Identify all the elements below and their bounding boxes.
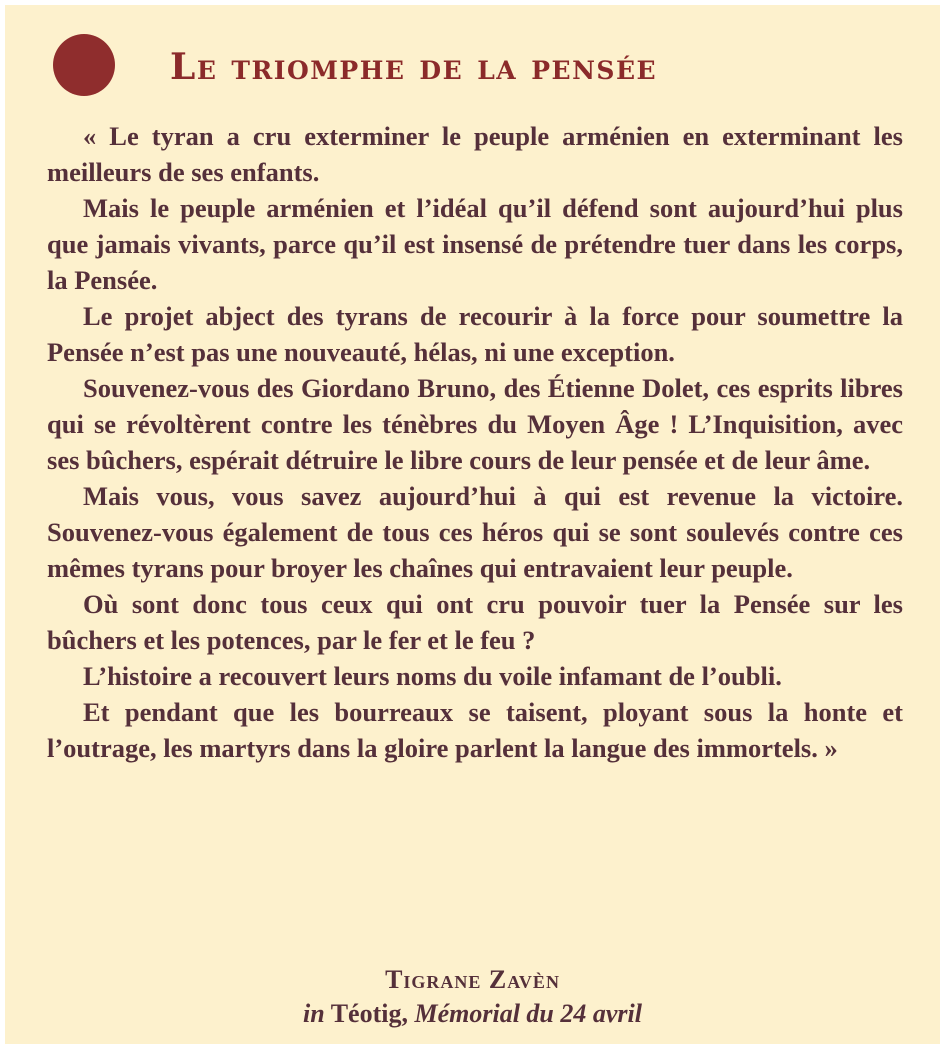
quote-paragraph-7: L’histoire a recouvert leurs noms du voile infamant de l’oubli.: [83, 661, 782, 691]
page-title: Le triomphe de la pensée: [170, 46, 658, 88]
quote-paragraph-8: Et pendant que les bourreaux se taisent, ployant sous la honte et l’outrage, les martyrs dans la gloire parlent la langue des immortels. »: [47, 697, 903, 763]
quote-paragraph-1: « Le tyran a cru exterminer le peuple arménien en exterminant les meilleurs de ses enfants.: [47, 121, 903, 187]
decorative-disc-icon: [53, 34, 115, 96]
quote-paragraph-5: Mais vous, vous savez aujourd’hui à qui est revenue la victoire. Souvenez-vous également de tous ces héros qui se sont soulevés contre ces mêmes tyrans pour broyer les chaînes qui entravaient leur peuple.: [47, 481, 903, 583]
source-citation: [0, 997, 945, 1031]
source-prefix: in: [303, 999, 325, 1028]
quote-body: [47, 118, 903, 766]
source-title: Mémorial du 24 avril: [414, 999, 642, 1028]
quote-paragraph-4: Souvenez-vous des Giordano Bruno, des Étienne Dolet, ces esprits libres qui se révoltèrent contre les ténèbres du Moyen Âge ! L’Inquisition, avec ses bûchers, espérait détruire le libre cours de leur pensée et de leur âme.: [47, 373, 903, 475]
author-name: Tigrane Zavèn: [385, 965, 560, 994]
quote-paragraph-3: Le projet abject des tyrans de recourir à la force pour soumettre la Pensée n’est pas une nouveauté, hélas, ni une exception.: [47, 301, 903, 367]
source-work: Téotig,: [330, 999, 408, 1028]
quote-paragraph-6: Où sont donc tous ceux qui ont cru pouvoir tuer la Pensée sur les bûchers et les potences, par le fer et le feu ?: [47, 589, 903, 655]
quote-paragraph-2: Mais le peuple arménien et l’idéal qu’il défend sont aujourd’hui plus que jamais vivants, parce qu’il est insensé de prétendre tuer dans les corps, la Pensée.: [47, 193, 903, 295]
